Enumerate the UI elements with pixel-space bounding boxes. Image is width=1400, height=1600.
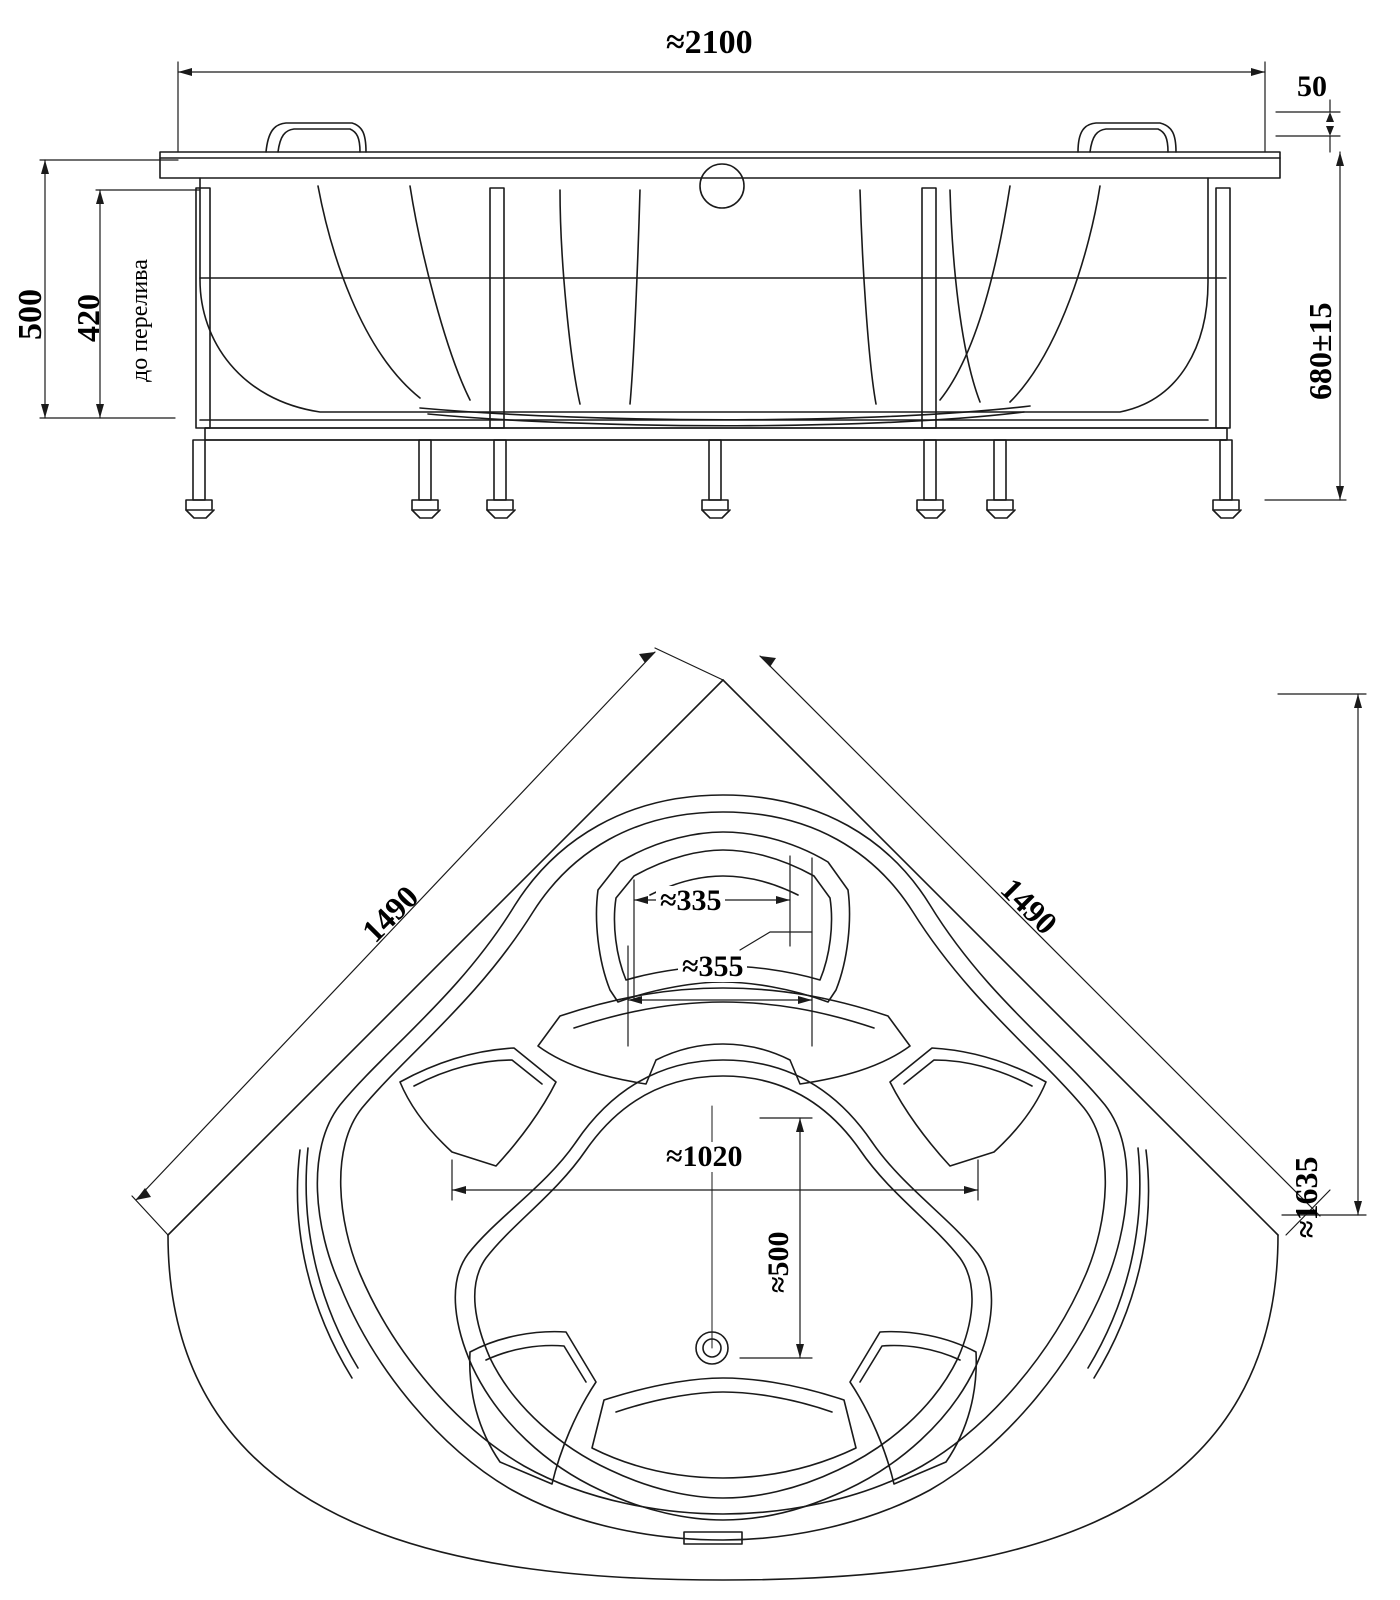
dim-label-overall-width: ≈2100 [666, 24, 753, 61]
dim-label-headrest-outer-width: ≈355 [678, 952, 747, 982]
dim-label-frame-height: 680±15 [1302, 302, 1338, 400]
dim-rim-thickness [1276, 100, 1340, 152]
dim-label-bowl-depth: ≈500 [764, 1229, 794, 1296]
tub-rim-profile [160, 123, 1280, 178]
dim-label-total-height: 500 [12, 289, 49, 340]
dim-label-side-left: 1490 [354, 878, 426, 950]
tub-bowl-profile [200, 164, 1208, 426]
dim-label-rim-thickness: 50 [1297, 70, 1327, 103]
dim-total-height [40, 160, 178, 418]
dim-label-height-to-overflow: 420 [70, 294, 106, 342]
plan-outline [164, 676, 1282, 1594]
dim-label-overflow-note: до перелива [127, 259, 153, 382]
support-frame [186, 188, 1241, 518]
dim-overall-width [178, 62, 1265, 152]
dim-label-bowl-width: ≈1020 [662, 1142, 746, 1172]
dim-diagonal-depth [1278, 694, 1366, 1235]
dim-label-side-right: 1490 [993, 870, 1065, 942]
dim-label-diagonal-depth: ≈1635 [1288, 1156, 1324, 1238]
dim-label-headrest-inner-width: ≈335 [656, 886, 725, 916]
